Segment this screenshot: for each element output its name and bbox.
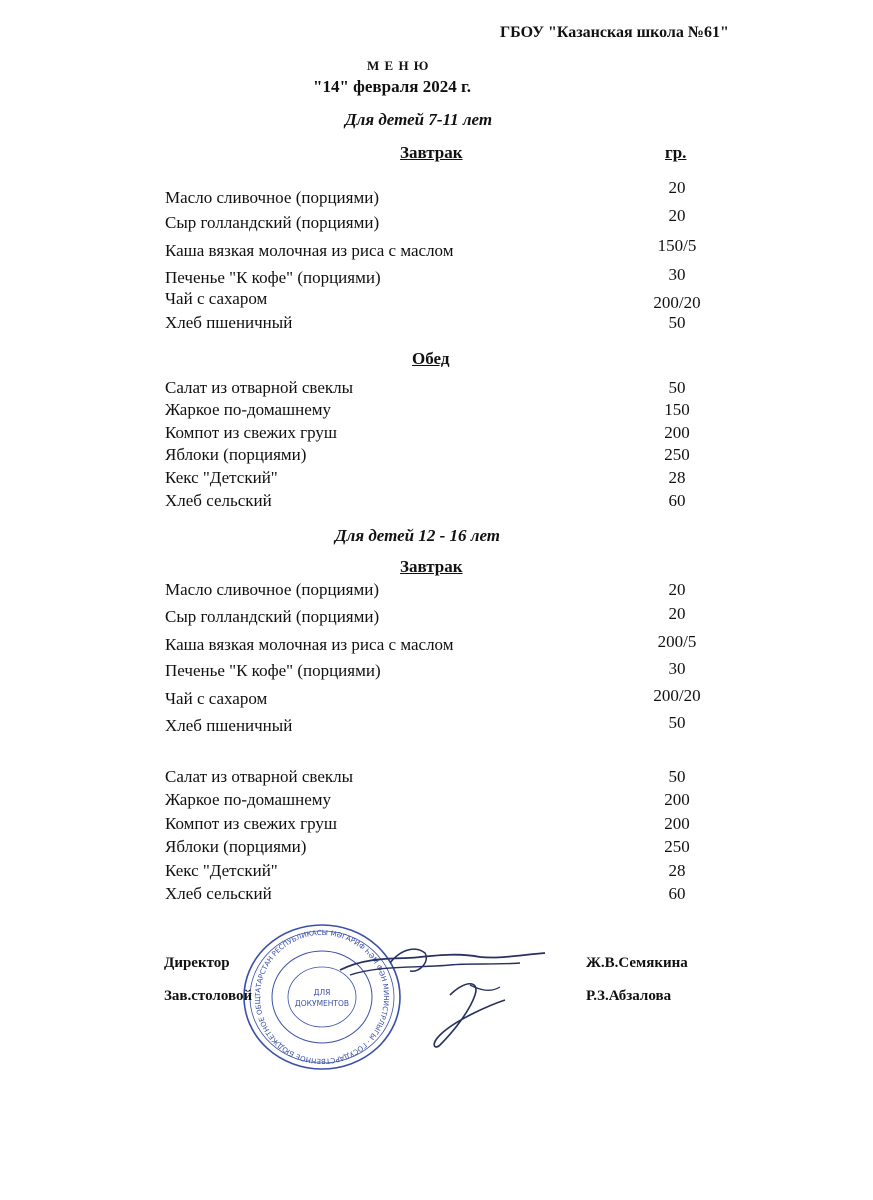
- menu-item-name: Яблоки (порциями): [165, 445, 307, 464]
- menu-item-qty: 20: [668, 178, 686, 197]
- signature-name: Р.З.Абзалова: [586, 988, 672, 1004]
- signature-name: Ж.В.Семякина: [586, 955, 688, 971]
- menu-item-qty: 30: [668, 659, 686, 678]
- menu-item-name: Чай с сахаром: [165, 289, 268, 308]
- menu-item-name: Хлеб сельский: [165, 491, 272, 510]
- stamp-ring-text: ТАТАРСТАН РЕСПУБЛИКАСЫ МӘГАРИФ ҺӘМ ФӘН МИНИСТРЛЫГЫ · ГОСУДАРСТВЕННОЕ БЮДЖЕТНОЕ ОБЩ: [253, 928, 391, 1066]
- signature-role: Зав.столовой: [164, 988, 253, 1004]
- organization-name: ГБОУ "Казанская школа №61": [500, 24, 729, 41]
- menu-item-qty: 60: [668, 884, 686, 903]
- svg-text:ДЛЯ: ДЛЯ: [313, 988, 331, 997]
- menu-item-name: Компот из свежих груш: [165, 423, 337, 442]
- menu-item-qty: 20: [668, 604, 686, 623]
- menu-item-qty: 30: [668, 265, 686, 284]
- section-title-lunch: Обед: [412, 349, 450, 368]
- menu-item-name: Жаркое по-домашнему: [165, 790, 332, 809]
- menu-item-name: Салат из отварной свеклы: [165, 767, 354, 786]
- signature-role: Директор: [164, 955, 230, 971]
- age-group-title: Для детей 12 - 16 лет: [335, 526, 501, 545]
- menu-date: "14" февраля 2024 г.: [313, 77, 472, 96]
- menu-item-qty: 60: [668, 491, 686, 510]
- signature-mark: [330, 935, 560, 1055]
- menu-item-name: Хлеб пшеничный: [165, 313, 293, 332]
- menu-item-qty: 50: [668, 378, 686, 397]
- menu-item-qty: 50: [668, 713, 686, 732]
- menu-item-qty: 250: [664, 837, 690, 856]
- section-title-breakfast: Завтрак: [400, 557, 463, 576]
- svg-text:ДОКУМЕНТОВ: ДОКУМЕНТОВ: [294, 999, 350, 1008]
- menu-item-name: Чай с сахаром: [165, 689, 268, 708]
- menu-item-qty: 20: [668, 580, 686, 599]
- menu-item-name: Кекс "Детский": [165, 861, 278, 880]
- menu-item-name: Каша вязкая молочная из риса с маслом: [165, 635, 454, 654]
- menu-item-name: Печенье "К кофе" (порциями): [165, 661, 381, 680]
- menu-item-qty: 250: [664, 445, 690, 464]
- menu-item-name: Компот из свежих груш: [165, 814, 337, 833]
- menu-item-name: Кекс "Детский": [165, 468, 278, 487]
- menu-item-qty: 200/5: [657, 632, 697, 651]
- menu-item-name: Салат из отварной свеклы: [165, 378, 354, 397]
- menu-item-name: Масло сливочное (порциями): [165, 188, 379, 207]
- menu-item-name: Жаркое по-домашнему: [165, 400, 332, 419]
- grams-column-header: гр.: [665, 143, 687, 162]
- menu-item-qty: 50: [668, 313, 686, 332]
- menu-item-qty: 150: [664, 400, 690, 419]
- menu-item-qty: 200: [664, 814, 690, 833]
- menu-item-name: Каша вязкая молочная из риса с маслом: [165, 241, 454, 260]
- menu-item-name: Яблоки (порциями): [165, 837, 307, 856]
- menu-item-qty: 28: [668, 861, 686, 880]
- menu-item-name: Сыр голландский (порциями): [165, 213, 380, 232]
- menu-item-name: Масло сливочное (порциями): [165, 580, 379, 599]
- menu-item-qty: 200: [664, 790, 690, 809]
- menu-item-qty: 28: [668, 468, 686, 487]
- menu-item-qty: 200/20: [653, 293, 701, 312]
- section-title-breakfast: Завтрак: [400, 143, 463, 162]
- menu-item-qty: 50: [668, 767, 686, 786]
- menu-item-name: Хлеб сельский: [165, 884, 272, 903]
- menu-item-name: Печенье "К кофе" (порциями): [165, 268, 381, 287]
- age-group-title: Для детей 7-11 лет: [345, 110, 493, 129]
- menu-title: М Е Н Ю: [367, 58, 430, 73]
- menu-item-qty: 200: [664, 423, 690, 442]
- menu-item-qty: 150/5: [657, 236, 697, 255]
- menu-item-name: Сыр голландский (порциями): [165, 607, 380, 626]
- menu-item-qty: 20: [668, 206, 686, 225]
- menu-item-qty: 200/20: [653, 686, 701, 705]
- menu-item-name: Хлеб пшеничный: [165, 716, 293, 735]
